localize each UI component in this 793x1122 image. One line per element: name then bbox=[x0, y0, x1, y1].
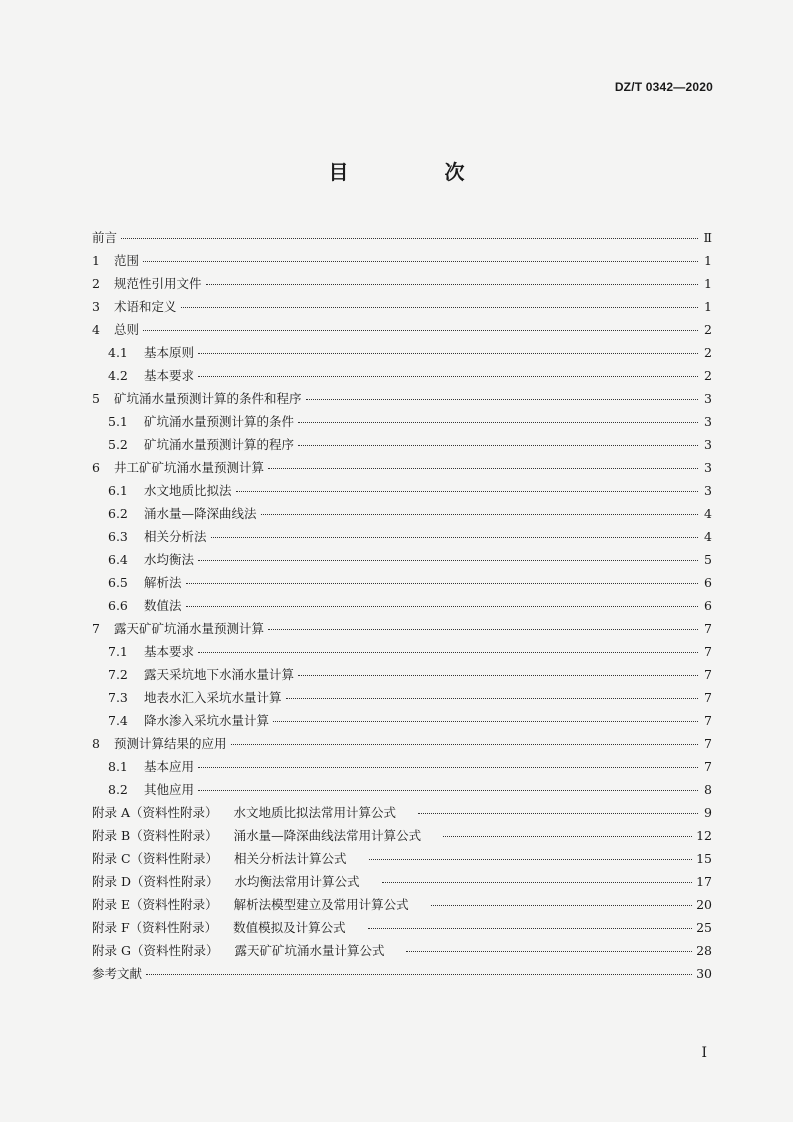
toc-entry-label: 附录 E（资料性附录） bbox=[92, 897, 218, 912]
dot-leader bbox=[236, 491, 698, 492]
toc-entry-page: 20 bbox=[696, 897, 712, 912]
toc-entry[interactable] bbox=[92, 688, 712, 711]
toc-entry[interactable] bbox=[92, 596, 712, 619]
toc-entry[interactable] bbox=[92, 757, 712, 780]
toc-entry-label: 范围 bbox=[114, 253, 140, 268]
toc-entry-page: 3 bbox=[704, 414, 712, 429]
toc-entry[interactable] bbox=[92, 895, 712, 918]
toc-entry[interactable] bbox=[92, 619, 712, 642]
toc-entry-number: 6.5 bbox=[108, 575, 128, 590]
dot-leader bbox=[198, 560, 698, 561]
toc-entry-label: 水文地质比拟法 bbox=[144, 483, 232, 498]
toc-entry[interactable] bbox=[92, 642, 712, 665]
toc-entry-label: 涌水量—降深曲线法 bbox=[144, 506, 257, 521]
toc-entry-page: 9 bbox=[704, 805, 712, 820]
toc-entry-page: 17 bbox=[696, 874, 712, 889]
dot-leader bbox=[186, 583, 698, 584]
toc-entry-number: 8.2 bbox=[108, 782, 128, 797]
toc-entry-page: 1 bbox=[704, 299, 712, 314]
toc-entry-label: 总则 bbox=[114, 322, 140, 337]
toc-entry[interactable] bbox=[92, 481, 712, 504]
toc-entry-page: 1 bbox=[704, 276, 712, 291]
toc-entry[interactable] bbox=[92, 343, 712, 366]
toc-entry-number: 1 bbox=[92, 253, 100, 268]
toc-entry[interactable] bbox=[92, 941, 712, 964]
toc-entry-number: 7.4 bbox=[108, 713, 128, 728]
toc-entry-number: 7.1 bbox=[108, 644, 128, 659]
toc-entry-appendix-title: 水文地质比拟法常用计算公式 bbox=[233, 805, 397, 820]
toc-entry-page: 7 bbox=[704, 644, 712, 659]
page-title: 目 次 bbox=[328, 160, 503, 184]
toc-entry-page: Ⅱ bbox=[703, 230, 712, 245]
toc-entry[interactable] bbox=[92, 389, 712, 412]
toc-entry[interactable] bbox=[92, 274, 712, 297]
standard-code: DZ/T 0342—2020 bbox=[614, 80, 713, 94]
toc-entry-number: 2 bbox=[92, 276, 100, 291]
toc-entry-appendix-title: 露天矿矿坑涌水量计算公式 bbox=[234, 943, 385, 958]
toc-entry[interactable] bbox=[92, 458, 712, 481]
dot-leader bbox=[298, 422, 698, 423]
toc-entry[interactable] bbox=[92, 665, 712, 688]
toc-entry-number: 7.2 bbox=[108, 667, 128, 682]
dot-leader bbox=[146, 974, 692, 975]
dot-leader bbox=[231, 744, 698, 745]
toc-entry-label: 基本要求 bbox=[144, 644, 195, 659]
toc-entry-page: 2 bbox=[704, 368, 712, 383]
dot-leader bbox=[298, 675, 698, 676]
toc-entry-page: 7 bbox=[704, 621, 712, 636]
toc-entry-number: 4.1 bbox=[108, 345, 128, 360]
toc-entry-number: 4.2 bbox=[108, 368, 128, 383]
dot-leader bbox=[211, 537, 698, 538]
toc-entry-page: 28 bbox=[696, 943, 712, 958]
toc-entry-page: 7 bbox=[704, 667, 712, 682]
dot-leader bbox=[198, 767, 698, 768]
toc-entry-page: 15 bbox=[696, 851, 712, 866]
toc-entry[interactable] bbox=[92, 803, 712, 826]
toc-entry-number: 8 bbox=[92, 736, 100, 751]
toc-entry[interactable] bbox=[92, 826, 712, 849]
dot-leader bbox=[431, 905, 692, 906]
toc-entry-label: 前言 bbox=[92, 230, 118, 245]
toc-entry-number: 6.1 bbox=[108, 483, 128, 498]
dot-leader bbox=[206, 284, 698, 285]
toc-entry-number: 4 bbox=[92, 322, 100, 337]
toc-entry-number: 7.3 bbox=[108, 690, 128, 705]
toc-entry-number: 6.3 bbox=[108, 529, 128, 544]
toc-entry-page: 12 bbox=[696, 828, 712, 843]
toc-entry[interactable] bbox=[92, 964, 712, 987]
toc-entry-label: 基本要求 bbox=[144, 368, 195, 383]
toc-entry-label: 露天采坑地下水涌水量计算 bbox=[144, 667, 295, 682]
toc-entry-label: 矿坑涌水量预测计算的程序 bbox=[144, 437, 295, 452]
toc-entry[interactable] bbox=[92, 228, 712, 251]
toc-entry[interactable] bbox=[92, 550, 712, 573]
toc-entry-label: 数值法 bbox=[144, 598, 182, 613]
toc-entry[interactable] bbox=[92, 504, 712, 527]
toc-entry-label: 附录 A（资料性附录） bbox=[92, 805, 218, 820]
toc-entry[interactable] bbox=[92, 573, 712, 596]
toc-entry-number: 6.4 bbox=[108, 552, 128, 567]
toc-entry-page: 7 bbox=[704, 713, 712, 728]
toc-entry[interactable] bbox=[92, 918, 712, 941]
toc-entry-number: 5 bbox=[92, 391, 100, 406]
toc-entry[interactable] bbox=[92, 711, 712, 734]
toc-entry-appendix-title: 相关分析法计算公式 bbox=[234, 851, 347, 866]
dot-leader bbox=[369, 859, 693, 860]
toc-entry-appendix-title: 解析法模型建立及常用计算公式 bbox=[233, 897, 409, 912]
toc-entry-number: 6 bbox=[92, 460, 100, 475]
toc-entry[interactable] bbox=[92, 734, 712, 757]
toc-entry-page: 3 bbox=[704, 483, 712, 498]
toc-entry-label: 地表水汇入采坑水量计算 bbox=[144, 690, 282, 705]
toc-entry[interactable] bbox=[92, 780, 712, 803]
toc-entry-label: 井工矿矿坑涌水量预测计算 bbox=[114, 460, 265, 475]
toc-entry-number: 6.2 bbox=[108, 506, 128, 521]
dot-leader bbox=[143, 261, 698, 262]
dot-leader bbox=[406, 951, 692, 952]
toc-entry-page: 6 bbox=[704, 598, 712, 613]
toc-entry-page: 5 bbox=[704, 552, 712, 567]
dot-leader bbox=[368, 928, 692, 929]
toc-entry-label: 矿坑涌水量预测计算的条件 bbox=[144, 414, 295, 429]
toc-entry-label: 解析法 bbox=[144, 575, 182, 590]
toc-entry-page: 3 bbox=[704, 437, 712, 452]
toc-entry[interactable] bbox=[92, 297, 712, 320]
toc-entry-page: 4 bbox=[704, 529, 712, 544]
dot-leader bbox=[286, 698, 698, 699]
toc-entry-page: 7 bbox=[704, 736, 712, 751]
dot-leader bbox=[198, 376, 698, 377]
dot-leader bbox=[382, 882, 693, 883]
toc-entry-number: 8.1 bbox=[108, 759, 128, 774]
toc-entry-page: 1 bbox=[704, 253, 712, 268]
dot-leader bbox=[268, 629, 698, 630]
dot-leader bbox=[186, 606, 698, 607]
toc-entry-label: 附录 B（资料性附录） bbox=[92, 828, 218, 843]
dot-leader bbox=[261, 514, 698, 515]
toc-entry-label: 附录 G（资料性附录） bbox=[92, 943, 219, 958]
toc-entry-page: 2 bbox=[704, 322, 712, 337]
dot-leader bbox=[121, 238, 698, 239]
dot-leader bbox=[181, 307, 698, 308]
toc-entry-page: 3 bbox=[704, 391, 712, 406]
toc-entry-number: 6.6 bbox=[108, 598, 128, 613]
toc-entry-number: 5.2 bbox=[108, 437, 128, 452]
dot-leader bbox=[306, 399, 698, 400]
toc-entry-label: 降水渗入采坑水量计算 bbox=[144, 713, 270, 728]
toc-entry-page: 4 bbox=[704, 506, 712, 521]
toc-entry[interactable] bbox=[92, 366, 712, 389]
toc-entry-appendix-title: 涌水量—降深曲线法常用计算公式 bbox=[233, 828, 422, 843]
toc-entry[interactable] bbox=[92, 849, 712, 872]
toc-entry-label: 规范性引用文件 bbox=[114, 276, 202, 291]
toc-entry-page: 2 bbox=[704, 345, 712, 360]
toc-entry-page: 8 bbox=[704, 782, 712, 797]
toc-entry-label: 水均衡法 bbox=[144, 552, 195, 567]
dot-leader bbox=[198, 652, 698, 653]
toc-entry-label: 相关分析法 bbox=[144, 529, 207, 544]
toc-entry[interactable] bbox=[92, 872, 712, 895]
toc-entry-appendix-title: 水均衡法常用计算公式 bbox=[234, 874, 360, 889]
toc-entry-number: 3 bbox=[92, 299, 100, 314]
toc-entry-label: 附录 C（资料性附录） bbox=[92, 851, 219, 866]
toc-entry-page: 3 bbox=[704, 460, 712, 475]
dot-leader bbox=[268, 468, 698, 469]
toc-entry[interactable] bbox=[92, 320, 712, 343]
dot-leader bbox=[298, 445, 698, 446]
toc-entry[interactable] bbox=[92, 251, 712, 274]
toc-entry-label: 附录 F（资料性附录） bbox=[92, 920, 218, 935]
toc-entry-label: 其他应用 bbox=[144, 782, 195, 797]
toc-entry-label: 基本原则 bbox=[144, 345, 195, 360]
dot-leader bbox=[418, 813, 698, 814]
toc-entry-label: 预测计算结果的应用 bbox=[114, 736, 227, 751]
toc-entry-page: 7 bbox=[704, 759, 712, 774]
dot-leader bbox=[143, 330, 698, 331]
toc-entry-label: 矿坑涌水量预测计算的条件和程序 bbox=[114, 391, 302, 406]
toc-entry[interactable] bbox=[92, 412, 712, 435]
dot-leader bbox=[198, 353, 698, 354]
toc-entry[interactable] bbox=[92, 435, 712, 458]
page-number: I bbox=[701, 1045, 707, 1061]
dot-leader bbox=[273, 721, 698, 722]
toc-entry-label: 露天矿矿坑涌水量预测计算 bbox=[114, 621, 265, 636]
toc-entry-page: 30 bbox=[696, 966, 712, 981]
toc-entry-number: 5.1 bbox=[108, 414, 128, 429]
toc-entry-label: 附录 D（资料性附录） bbox=[92, 874, 219, 889]
toc-entry-page: 25 bbox=[696, 920, 712, 935]
dot-leader bbox=[443, 836, 692, 837]
toc-entry-number: 7 bbox=[92, 621, 100, 636]
toc-entry-label: 术语和定义 bbox=[114, 299, 177, 314]
toc-entry-label: 基本应用 bbox=[144, 759, 195, 774]
dot-leader bbox=[198, 790, 698, 791]
toc-entry-page: 6 bbox=[704, 575, 712, 590]
toc-entry[interactable] bbox=[92, 527, 712, 550]
table-of-contents bbox=[92, 228, 712, 987]
toc-entry-page: 7 bbox=[704, 690, 712, 705]
toc-entry-label: 参考文献 bbox=[92, 966, 143, 981]
toc-entry-appendix-title: 数值模拟及计算公式 bbox=[233, 920, 346, 935]
